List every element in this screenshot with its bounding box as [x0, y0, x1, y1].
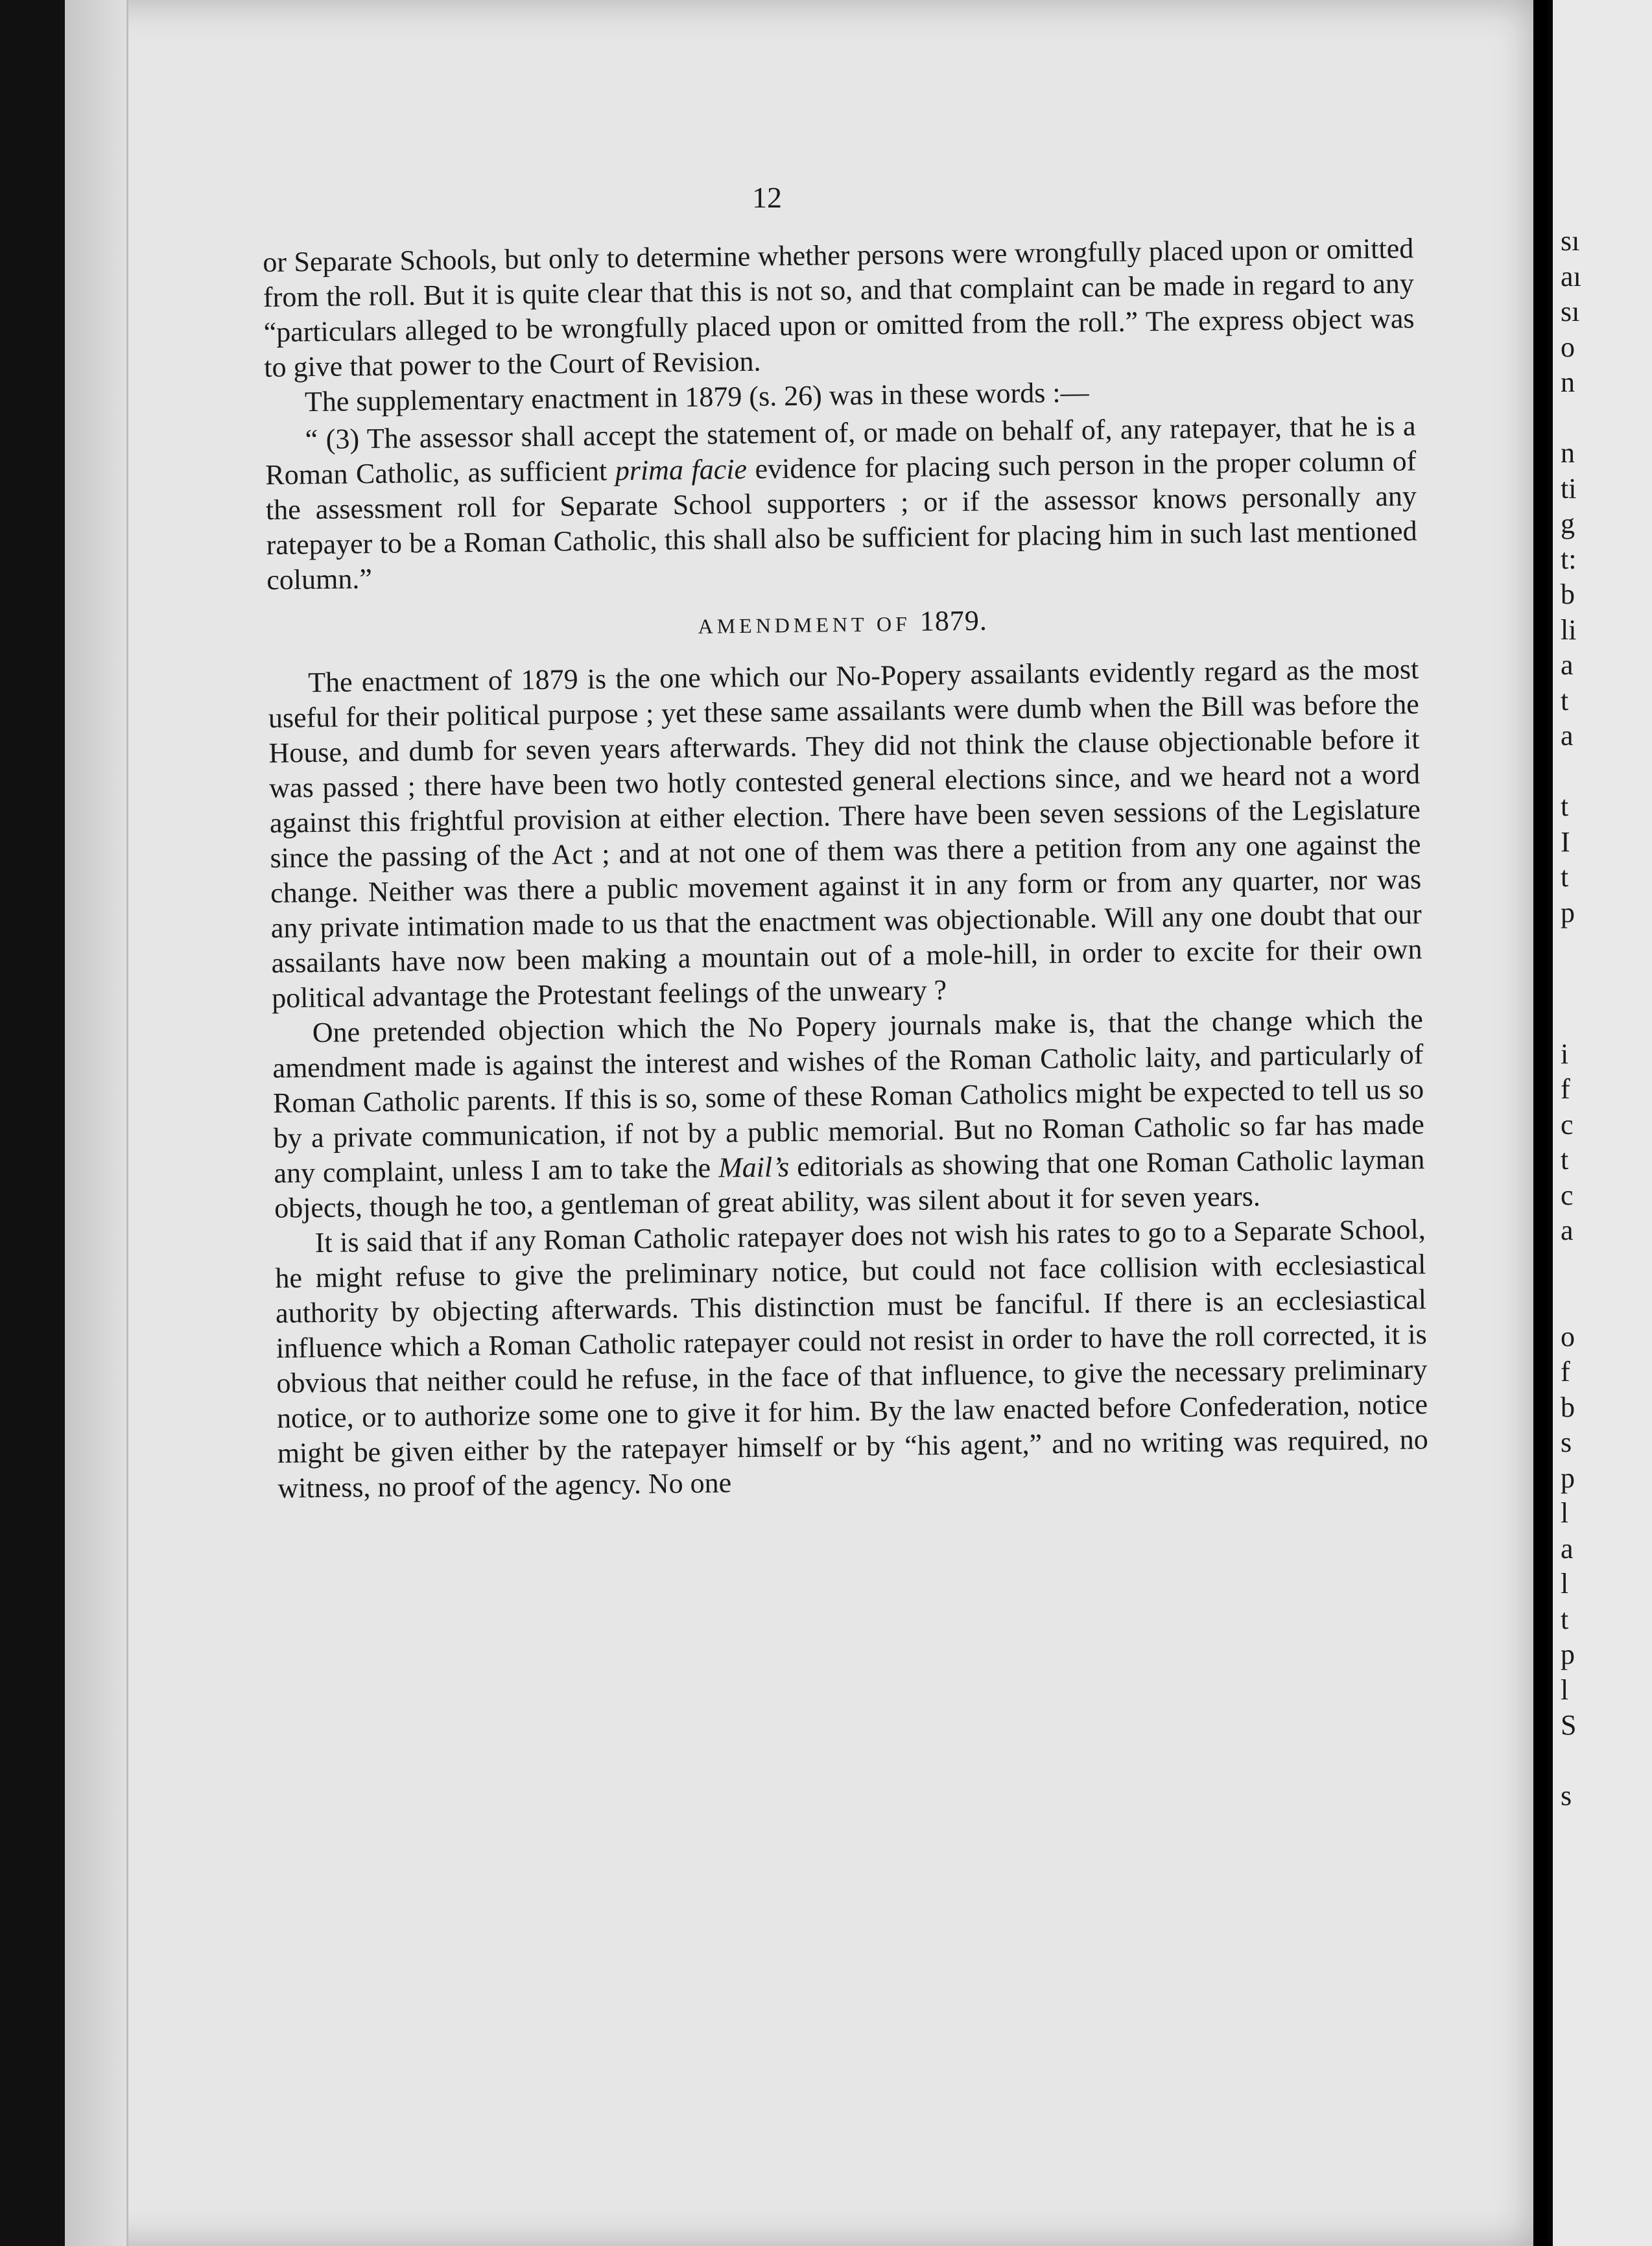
adjacent-page-fragment: c [1561, 1179, 1574, 1211]
objection-text-start: One pretended objection which the No Popery journals make is, that the change which the amendment made is against the interest and wishes of the Roman Catholic laity, and particularly of Roman Catholic parents. If this is so, some of these Roman Catholics might be expected to tell us so by a private communication, if not by a public memorial. But no Roman Catholic so far has made any complaint, unless I am to take the [272, 1003, 1424, 1189]
adjacent-page-fragment: g [1561, 508, 1575, 539]
adjacent-page-fragment: t [1561, 861, 1569, 893]
adjacent-page-fragment: a [1561, 1532, 1574, 1565]
adjacent-page-fragment: a [1561, 649, 1574, 681]
heading-words: AMENDMENT OF [698, 611, 912, 638]
adjacent-page-fragment: sı [1561, 225, 1580, 257]
adjacent-page-fragment: l [1561, 1568, 1569, 1600]
adjacent-page-fragment: sı [1561, 296, 1580, 327]
adjacent-page-fragment: f [1561, 1073, 1570, 1105]
page-number: 12 [752, 181, 782, 214]
adjacent-page-fragment: f [1561, 1356, 1570, 1388]
adjacent-page-fragment: o [1561, 331, 1575, 363]
adjacent-page-fragment: t [1561, 684, 1569, 716]
heading-year: 1879. [919, 604, 988, 637]
adjacent-page-edge [1553, 0, 1652, 2246]
paragraph-continuation: or Separate Schools, but only to determine whether persons were wrongfully placed upon or omitted from the roll. But it is quite clear that this is not so, and that complaint can be made in regard to any “particulars alleged to be wrongfully placed upon or omitted from the roll.” The express object was to give that power to the Court of Revision. [263, 232, 1415, 383]
body-text [263, 231, 1429, 1506]
quote-text-end: evidence for placing such person in the proper column of the assessment roll for Separate School supporters ; or if the assessor knows personally any ratepayer to be a Roman Catholic, this shall also be sufficient for placing him in such last mentioned column.” [265, 445, 1417, 596]
adjacent-page-fragment: b [1561, 578, 1575, 610]
adjacent-page-fragment: p [1561, 1638, 1575, 1670]
adjacent-page-fragment: s [1561, 1426, 1572, 1458]
adjacent-page-fragment: p [1561, 896, 1575, 928]
paragraph-pretended-objection [272, 1002, 1426, 1226]
quote-text-start: “ (3) The assessor shall accept the statement of, or made on behalf of, any ratepayer, that he is a Roman Catholic, as sufficient [265, 410, 1416, 491]
paragraph-supplementary-enactment: The supplementary enactment in 1879 (s. 26) was in these words :— [304, 376, 1089, 418]
adjacent-page-fragment: p [1561, 1461, 1575, 1494]
adjacent-page-fragment: t [1561, 1603, 1569, 1635]
adjacent-page-fragment: aı [1561, 260, 1581, 292]
adjacent-page-fragment: s [1561, 1780, 1572, 1812]
left-dark-margin [0, 0, 65, 2246]
adjacent-page-fragment: i [1561, 1037, 1569, 1070]
adjacent-page-fragment: b [1561, 1391, 1575, 1423]
paragraph-ratepayer-notice: It is said that if any Roman Catholic ratepayer does not wish his rates to go to a Separate School, he might refuse to give the preliminary notice, but could not face collision with ecclesiastical authority by objecting afterwards. This distinction must be fanciful. If there is an ecclesiastical influence which a Roman Catholic ratepayer could not resist in order to have the roll corrected, it is obvious that neither could he refuse, in the face of that influence, to give the necessary preliminary notice, or to authorize some one to give it for him. By the law enacted before Confederation, notice might be given either by the ratepayer himself or by “his agent,” and no writing was required, no witness, no proof of the agency. No one [275, 1213, 1428, 1504]
section-heading [267, 598, 1419, 649]
adjacent-page-fragment: t [1561, 790, 1569, 822]
adjacent-page-fragment: t: [1561, 543, 1577, 575]
objection-text-end: editorials as showing that one Roman Catholic layman objects, though he too, a gentleman of great ability, was silent about it for seven years. [274, 1143, 1425, 1224]
adjacent-page-fragment: a [1561, 720, 1574, 751]
quoted-statute [265, 408, 1417, 598]
page-spine-shadow [65, 0, 128, 2246]
adjacent-page-fragment: l [1561, 1497, 1569, 1529]
adjacent-page-fragment: o [1561, 1320, 1575, 1353]
adjacent-page-fragment: li [1561, 613, 1577, 646]
mails-italic: Mail’s [718, 1151, 790, 1184]
quote-italic-term: prima facie [615, 453, 748, 487]
adjacent-page-fragment: t [1561, 1144, 1569, 1176]
adjacent-page-fragment: S [1561, 1709, 1577, 1741]
adjacent-page-fragment: I [1561, 825, 1570, 858]
adjacent-page-fragment: l [1561, 1673, 1569, 1706]
adjacent-page-fragment: n [1561, 437, 1575, 469]
adjacent-page-fragment: c [1561, 1108, 1574, 1141]
adjacent-page-fragment: n [1561, 366, 1575, 398]
adjacent-page-fragment: ti [1561, 472, 1577, 504]
paragraph-enactment-1879: The enactment of 1879 is the one which our No-Popery assailants evidently regard as the most useful for their political purpose ; yet these same assailants were dumb when the Bill was before the House, and dumb for seven years afterwards. They did not think the clause objectionable before it was passed ; there have been two hotly contested general elections since, and we heard not a word against this frightful provision at either election. There have been seven sessions of the Legislature since the passing of the Act ; and at not one of them was there a petition from any one against the change. Neither was there a public movement against it in any form or from any quarter, nor was any private intimation made to us that the enactment was objectionable. Will any one doubt that our assailants have now been making a mountain out of a mole-hill, in order to excite for their own political advantage the Protestant feelings of the unweary ? [268, 653, 1422, 1014]
adjacent-page-fragment: a [1561, 1214, 1574, 1246]
